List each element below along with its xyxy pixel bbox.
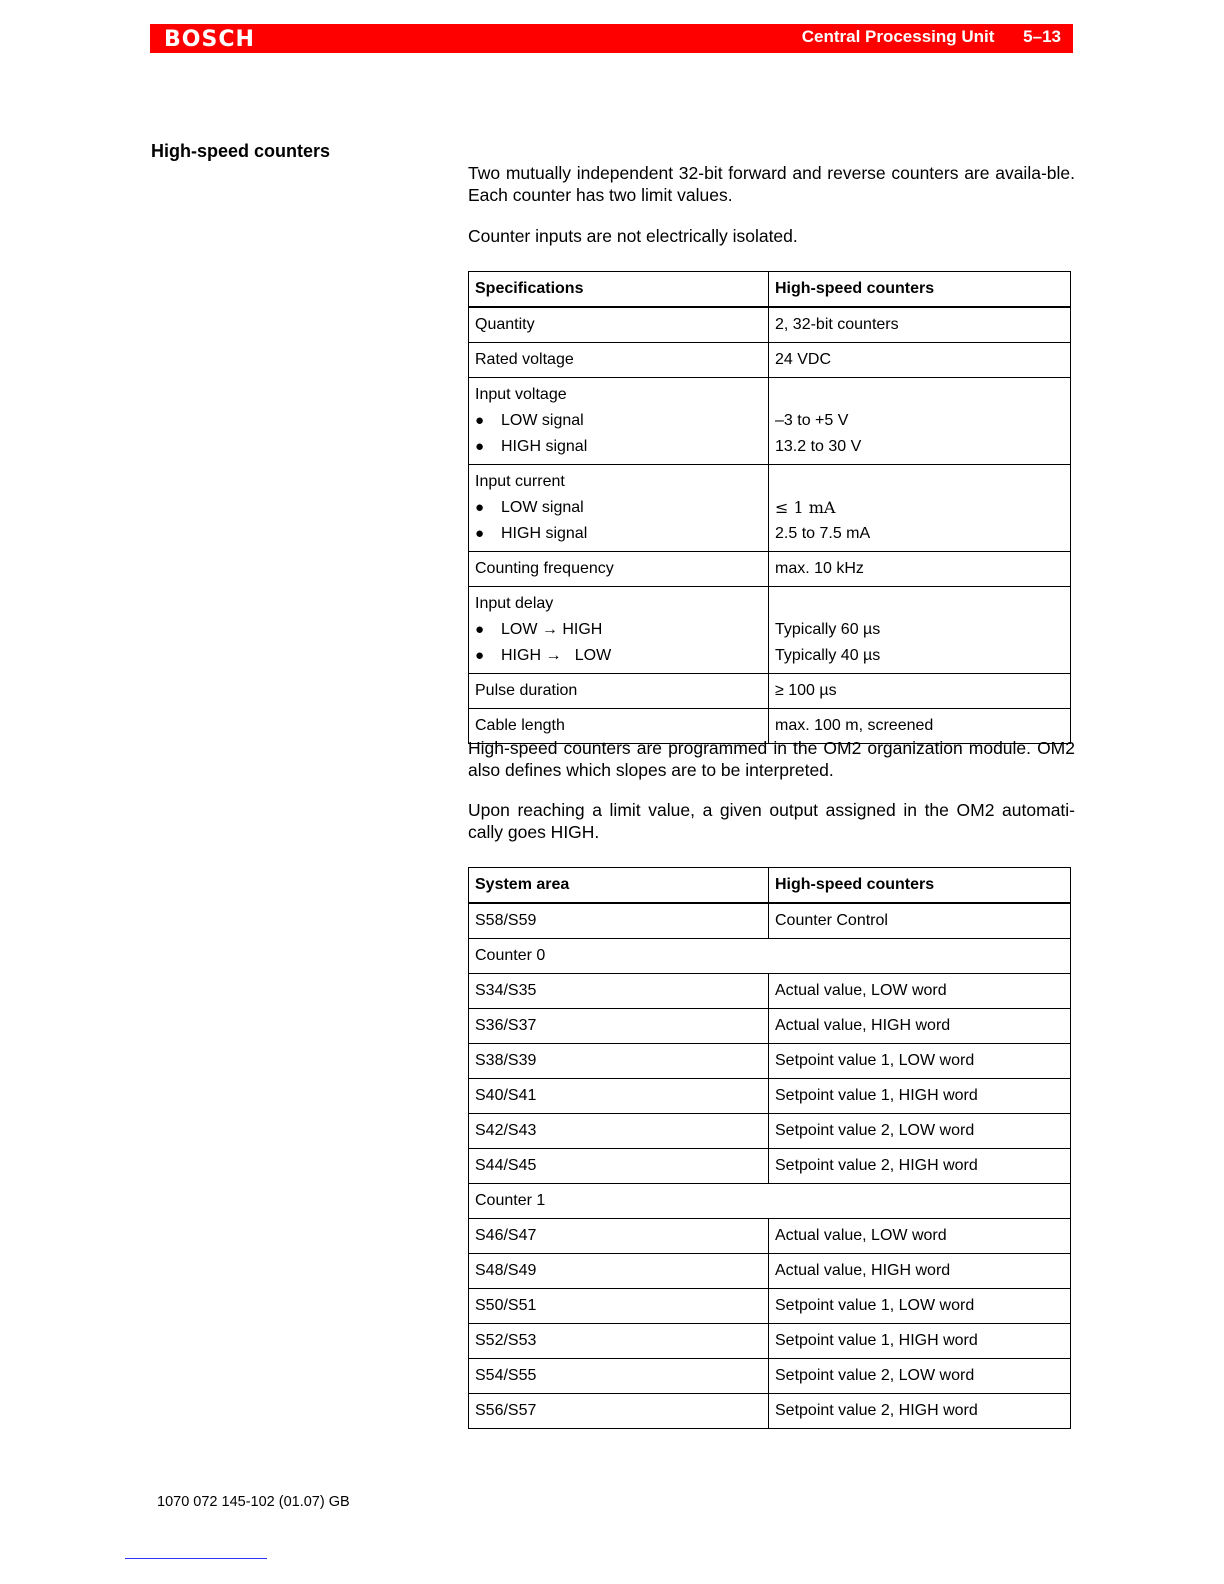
table-row [469, 1149, 1071, 1184]
description-cell: Actual value, HIGH word [769, 1009, 1071, 1044]
spec-label: Quantity [469, 307, 769, 343]
spec-label: Counting frequency [469, 552, 769, 587]
spec-value: –3 to +5 V [775, 412, 849, 429]
spec-label: Cable length [469, 709, 769, 744]
spec-value: 24 VDC [769, 343, 1071, 378]
bullet-icon: ● [475, 438, 485, 455]
spec-value: Typically 60 µs [775, 621, 881, 638]
table-row [469, 1289, 1071, 1324]
spec-label-cell [469, 465, 769, 552]
page-header [150, 24, 1073, 53]
spec-sublabel: LOW → HIGH [501, 621, 603, 638]
group-row [469, 1184, 1071, 1219]
spec-label: Input delay [475, 595, 554, 612]
spec-label-cell [469, 587, 769, 674]
table-row [469, 674, 1071, 709]
specifications-table [468, 271, 1071, 744]
description-cell: Setpoint value 2, HIGH word [769, 1149, 1071, 1184]
system-area-cell: S34/S35 [469, 974, 769, 1009]
description-cell: Setpoint value 2, LOW word [769, 1359, 1071, 1394]
spec-value: 2, 32-bit counters [769, 307, 1071, 343]
table-row [469, 903, 1071, 939]
system-area-table [468, 867, 1071, 1429]
footer-rule [125, 1558, 267, 1559]
description-cell: Setpoint value 1, LOW word [769, 1289, 1071, 1324]
chapter-title: Central Processing Unit [801, 27, 995, 46]
header-cell: High-speed counters [769, 868, 1071, 904]
spec-value: ≥ 100 µs [769, 674, 1071, 709]
spec-sublabel: HIGH → LOW [501, 647, 612, 664]
description-cell: Setpoint value 1, HIGH word [769, 1079, 1071, 1114]
spec-value: max. 100 m, screened [769, 709, 1071, 744]
description-cell: Setpoint value 2, LOW word [769, 1114, 1071, 1149]
table-row [469, 1324, 1071, 1359]
spec-value-cell [769, 378, 1071, 465]
table-row [469, 552, 1071, 587]
description-cell: Actual value, LOW word [769, 974, 1071, 1009]
header-right [802, 24, 1061, 50]
table-row [469, 1254, 1071, 1289]
table-row [469, 1044, 1071, 1079]
system-area-cell: S56/S57 [469, 1394, 769, 1429]
section-title: High-speed counters [151, 141, 331, 161]
spec-value-cell [769, 465, 1071, 552]
spec-label-cell [469, 378, 769, 465]
bullet-icon: ● [475, 621, 485, 638]
counter-group-label: Counter 0 [469, 939, 1071, 974]
table-row [469, 378, 1071, 465]
bullet-icon: ● [475, 525, 485, 542]
system-area-cell: S46/S47 [469, 1219, 769, 1254]
description-cell: Actual value, HIGH word [769, 1254, 1071, 1289]
description-cell: Setpoint value 1, LOW word [769, 1044, 1071, 1079]
table-header-row [469, 272, 1071, 308]
spec-sublabel: LOW signal [501, 412, 584, 429]
spec-label: Input voltage [475, 386, 567, 403]
spec-label: Rated voltage [469, 343, 769, 378]
spec-value: 13.2 to 30 V [775, 438, 862, 455]
table-row [469, 343, 1071, 378]
spec-value: Typically 40 µs [775, 647, 881, 664]
bullet-icon: ● [475, 499, 485, 516]
table-row [469, 1219, 1071, 1254]
system-area-cell: S58/S59 [469, 903, 769, 939]
page-number: 5–13 [1023, 27, 1061, 46]
bullet-icon: ● [475, 647, 485, 664]
counter-group-label: Counter 1 [469, 1184, 1071, 1219]
description-cell: Counter Control [769, 903, 1071, 939]
system-area-cell: S52/S53 [469, 1324, 769, 1359]
spec-label: Pulse duration [469, 674, 769, 709]
intro-paragraph: Two mutually independent 32-bit forward and reverse counters are availa-ble. Each counter has two limit values. [468, 163, 1075, 205]
spec-sublabel: HIGH signal [501, 525, 588, 542]
system-area-cell: S38/S39 [469, 1044, 769, 1079]
system-area-cell: S44/S45 [469, 1149, 769, 1184]
table-row [469, 1359, 1071, 1394]
table-row [469, 587, 1071, 674]
header-cell: High-speed counters [769, 272, 1071, 308]
group-row [469, 939, 1071, 974]
description-cell: Setpoint value 2, HIGH word [769, 1394, 1071, 1429]
system-area-cell: S54/S55 [469, 1359, 769, 1394]
spec-label: Input current [475, 473, 565, 490]
table-row [469, 1079, 1071, 1114]
limit-paragraph: Upon reaching a limit value, a given output assigned in the OM2 automati-cally goes HIGH. [468, 800, 1075, 842]
isolation-paragraph: Counter inputs are not electrically isolated. [468, 226, 798, 246]
table-header-row [469, 868, 1071, 904]
system-area-cell: S36/S37 [469, 1009, 769, 1044]
programming-paragraph: High-speed counters are programmed in the OM2 organization module. OM2 also defines which slopes are to be interpreted. [468, 738, 1075, 780]
table-row [469, 1394, 1071, 1429]
header-cell: Specifications [469, 272, 769, 308]
document-number: 1070 072 145-102 (01.07) GB [157, 1494, 350, 1510]
header-cell: System area [469, 868, 769, 904]
bullet-icon: ● [475, 412, 485, 429]
bosch-logo: BOSCH [164, 27, 255, 52]
table-row [469, 1114, 1071, 1149]
description-cell: Actual value, LOW word [769, 1219, 1071, 1254]
spec-value: ≤ 1 mA [775, 498, 836, 517]
table-row [469, 974, 1071, 1009]
table-row [469, 307, 1071, 343]
spec-value: max. 10 kHz [769, 552, 1071, 587]
system-area-cell: S42/S43 [469, 1114, 769, 1149]
spec-value: 2.5 to 7.5 mA [775, 525, 871, 542]
spec-value-cell [769, 587, 1071, 674]
description-cell: Setpoint value 1, HIGH word [769, 1324, 1071, 1359]
spec-sublabel: HIGH signal [501, 438, 588, 455]
system-area-cell: S50/S51 [469, 1289, 769, 1324]
system-area-cell: S40/S41 [469, 1079, 769, 1114]
table-row [469, 1009, 1071, 1044]
table-row [469, 465, 1071, 552]
system-area-cell: S48/S49 [469, 1254, 769, 1289]
spec-sublabel: LOW signal [501, 499, 584, 516]
